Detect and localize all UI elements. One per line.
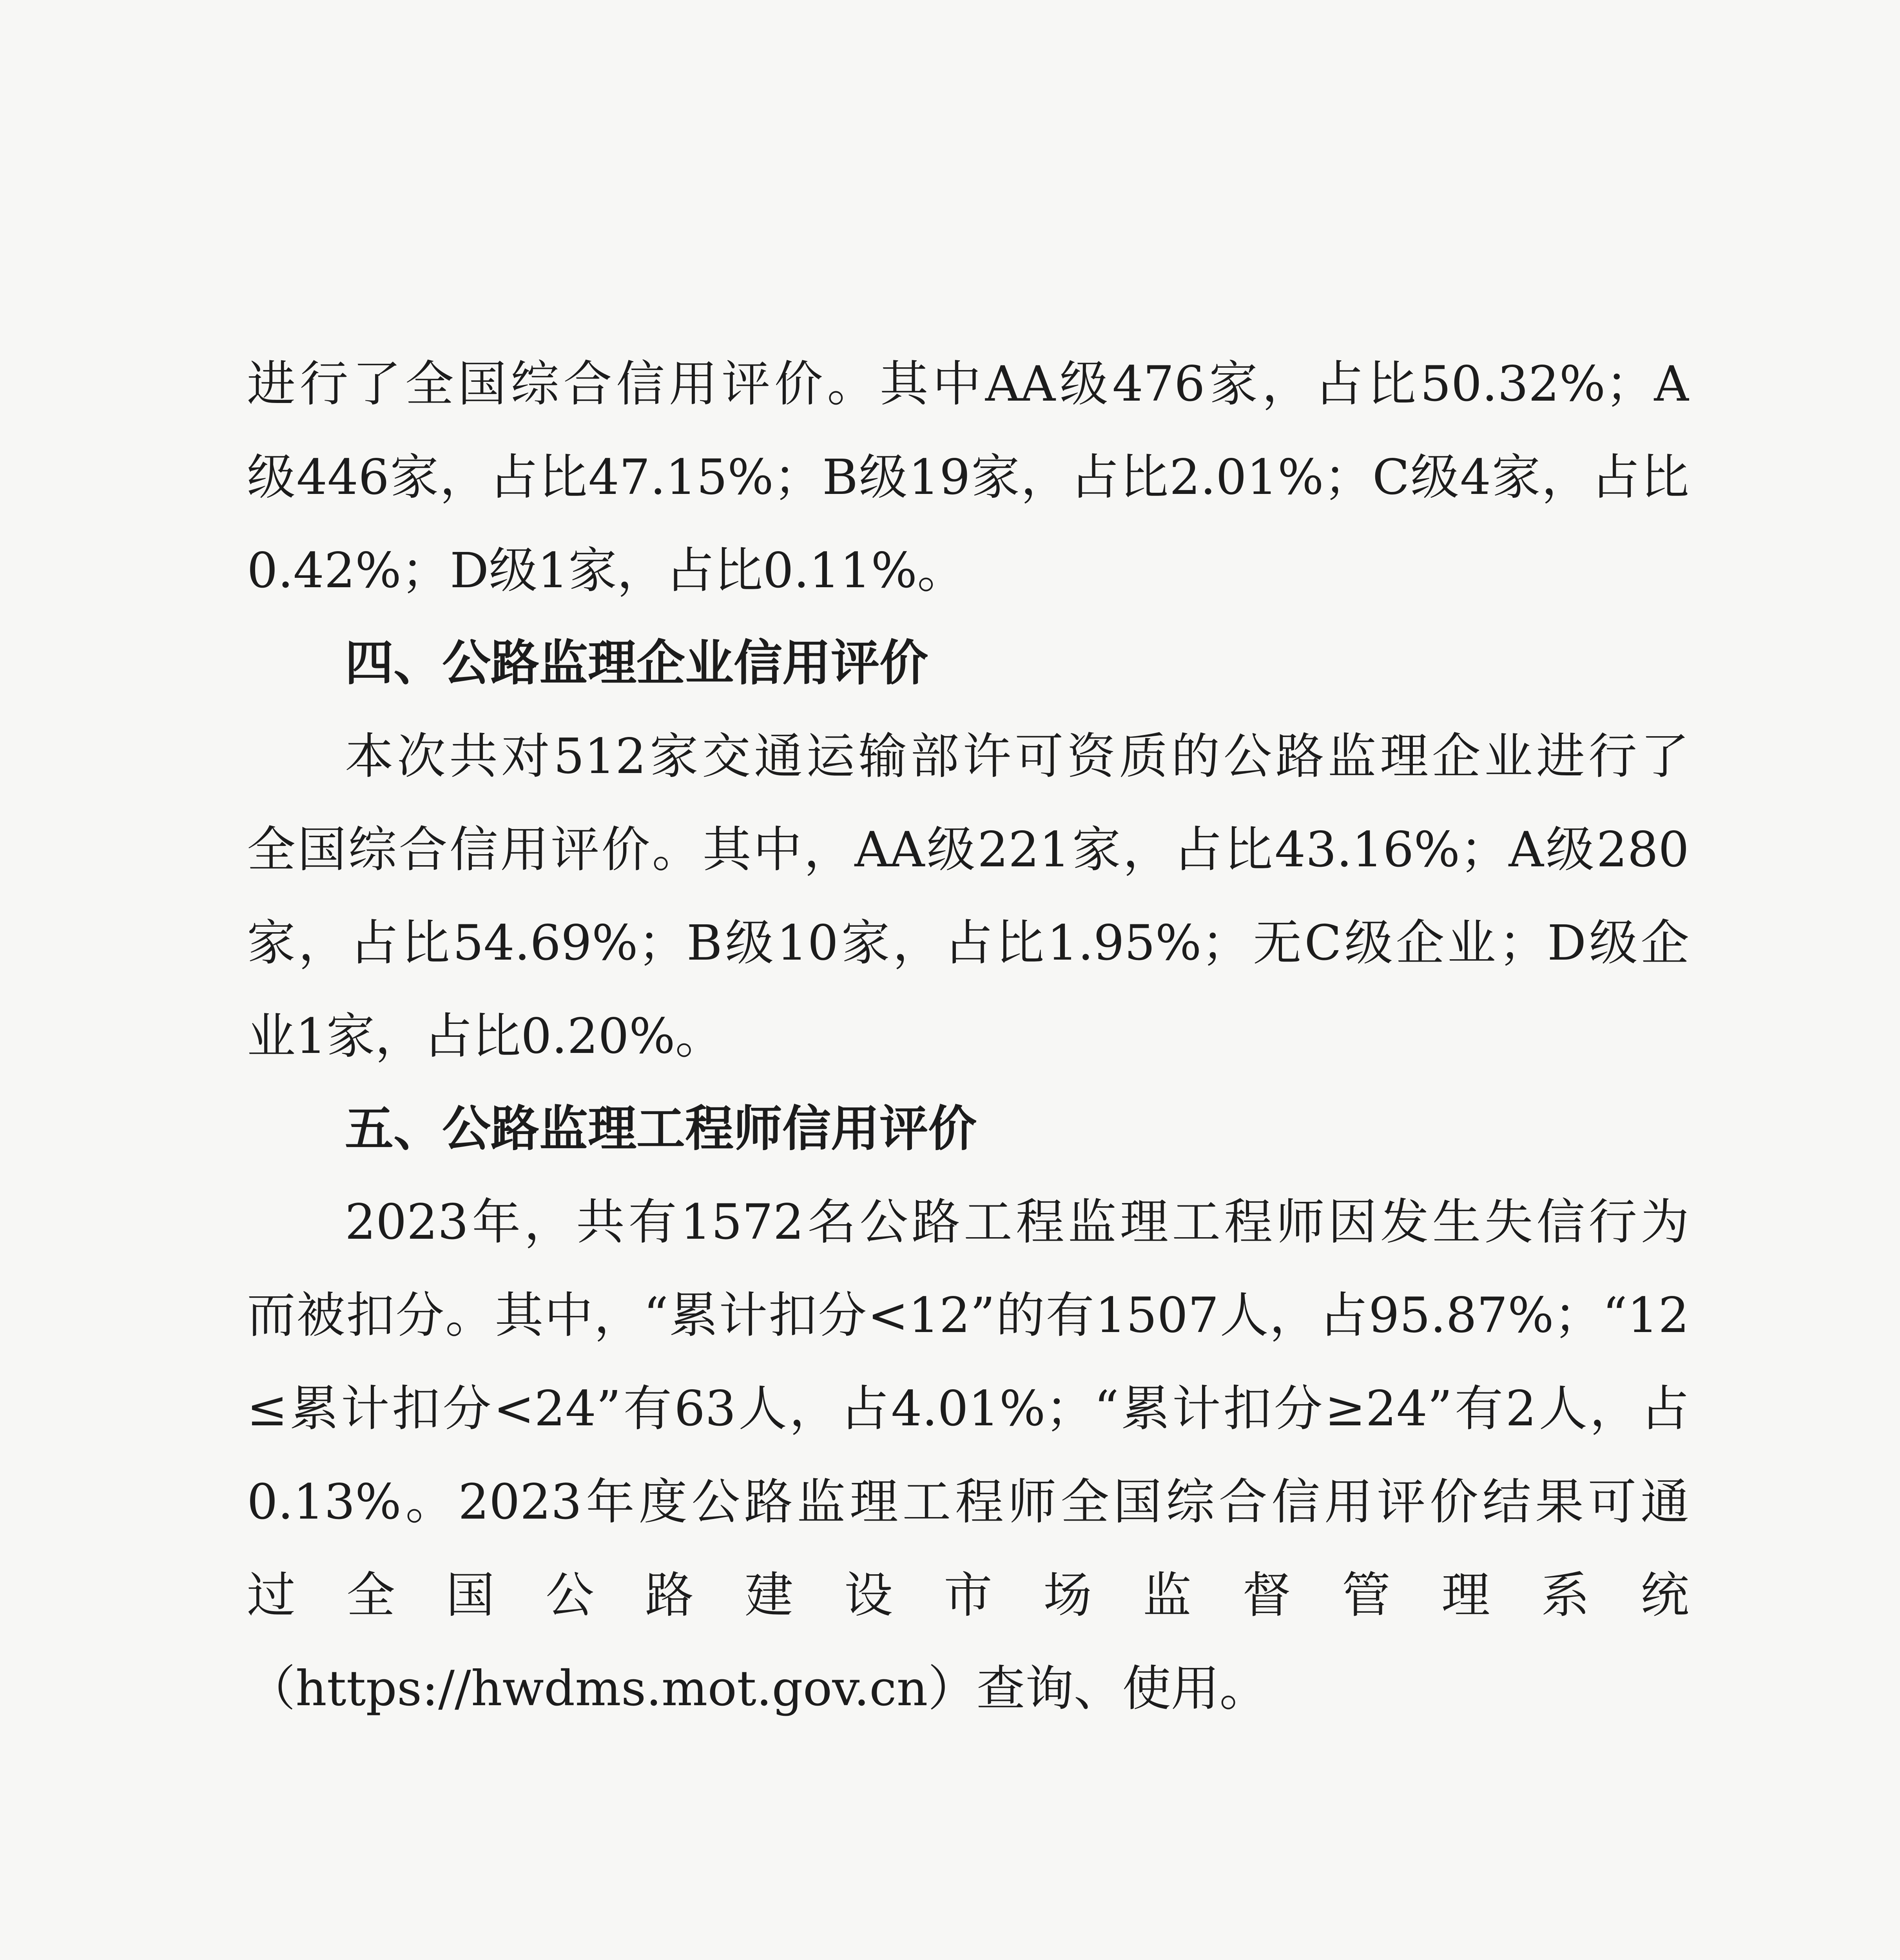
section-heading-5: 五、公路监理工程师信用评价 xyxy=(345,1101,977,1157)
body-text-line: 家，占比54.69%；B级10家，占比1.95%；无C级企业；D级企 xyxy=(247,915,1689,971)
body-text-line: 本次共对512家交通运输部许可资质的公路监理企业进行了 xyxy=(345,728,1689,785)
section-heading-4: 四、公路监理企业信用评价 xyxy=(345,635,928,691)
body-text-line: （https://hwdms.mot.gov.cn）查询、使用。 xyxy=(247,1661,1268,1717)
body-text-line: 2023年，共有1572名公路工程监理工程师因发生失信行为 xyxy=(345,1194,1689,1250)
body-text-line: 0.13%。2023年度公路监理工程师全国综合信用评价结果可通 xyxy=(247,1474,1689,1530)
body-text-line: 级446家，占比47.15%；B级19家，占比2.01%；C级4家，占比 xyxy=(247,449,1689,506)
body-text-line: 进行了全国综合信用评价。其中AA级476家，占比50.32%；A xyxy=(247,356,1689,412)
body-text-line: 而被扣分。其中，“累计扣分<12”的有1507人，占95.87%；“12 xyxy=(247,1287,1689,1344)
body-text-line: 全国综合信用评价。其中，AA级221家，占比43.16%；A级280 xyxy=(247,822,1689,878)
body-text-line: 过全国公路建设市场监督管理系统 xyxy=(247,1567,1689,1624)
body-text-line: 业1家，占比0.20%。 xyxy=(247,1008,724,1065)
body-text-line: ≤累计扣分<24”有63人，占4.01%；“累计扣分≥24”有2人，占 xyxy=(247,1381,1689,1437)
body-text-line: 0.42%；D级1家，占比0.11%。 xyxy=(247,543,966,599)
